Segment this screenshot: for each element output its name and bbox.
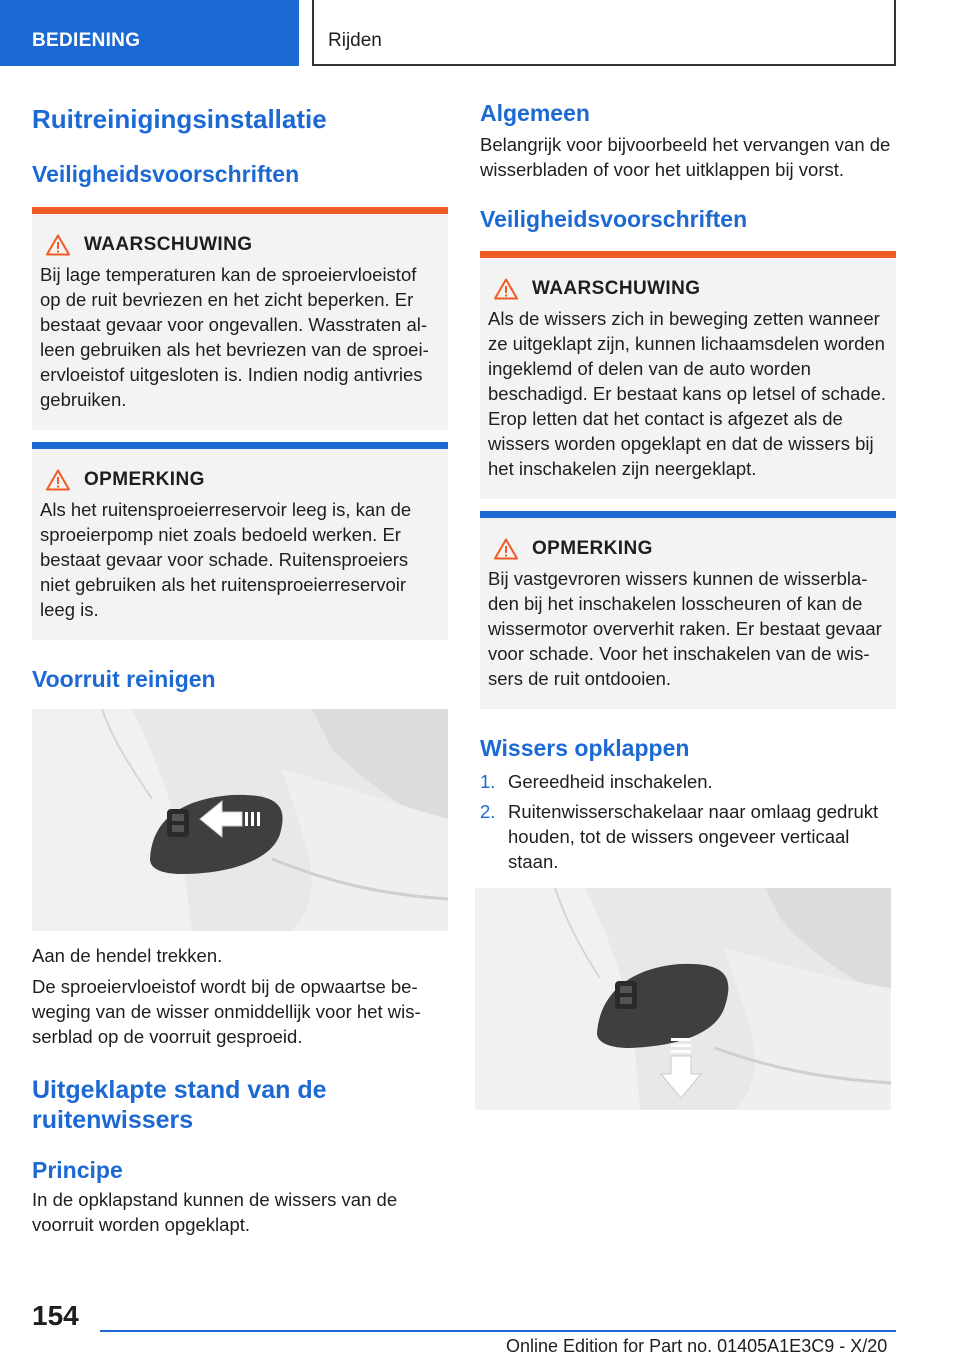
warning-text: Bij lage temperaturen kan de sproeiervloeistof op de ruit bevriezen en het zicht beperken. Er bestaat gevaar voor ongevallen. Wasstraten alleen gebruiken als het bevriezen van de sproeiervloeistof uitgesloten is. Indien nodig antivries gebruiken. — [40, 263, 429, 410]
left-column — [32, 100, 448, 1237]
safety-heading-left: Veiligheidsvoorschriften — [32, 161, 300, 188]
warning-triangle-icon — [494, 278, 518, 300]
clean-heading: Voorruit reinigen — [32, 665, 216, 692]
right-column — [480, 100, 896, 1110]
note-label: OPMERKING — [84, 468, 205, 490]
warning-box-right — [480, 251, 896, 499]
list-item — [480, 769, 896, 794]
wiper-stalk-pull-illustration — [32, 709, 448, 931]
warning-label: WAARSCHUWING — [532, 278, 701, 300]
header-chapter-label: Rijden — [328, 30, 382, 51]
page-title: Ruitreinigingsinstallatie — [32, 104, 327, 134]
note-label: OPMERKING — [532, 538, 653, 560]
list-item — [480, 799, 896, 874]
note-box-left — [32, 442, 448, 640]
page-number: 154 — [32, 1300, 79, 1331]
general-heading: Algemeen — [480, 100, 590, 126]
footer-divider — [100, 1330, 896, 1332]
note-header — [488, 538, 888, 560]
note-header — [40, 469, 440, 491]
principle-text: In de opklapstand kunnen de wissers van de voorruit worden opgeklapt. — [32, 1188, 398, 1235]
warning-triangle-icon — [494, 538, 518, 560]
step-text: Gereedheid inschakelen. — [508, 770, 713, 792]
warning-label: WAARSCHUWING — [84, 233, 253, 255]
warning-header — [40, 234, 440, 256]
warning-header — [488, 278, 888, 300]
warning-text: Als de wissers zich in beweging zetten wanneer ze uitgeklapt zijn, kunnen lichaamsdelen worden ingeklemd of delen van de auto worden beschadigd. Er bestaat kans op letsel of schade. Erop letten dat het contact is afgezet als de wissers worden opgeklapt en dat de wissers bij het inschakelen zijn neergeklapt. — [488, 308, 887, 480]
steps-list — [480, 769, 896, 874]
safety-heading-right: Veiligheidsvoorschriften — [480, 205, 748, 232]
step-number: 2. — [480, 800, 496, 822]
fold-position-heading: Uitgeklapte stand van de ruitenwissers — [32, 1076, 327, 1135]
note-text: Bij vastgevroren wissers kunnen de wisserbladen bij het inschakelen losscheuren of kan de wissermotor oververhit raken. Er bestaat gevaar voor schade. Voor het inschakelen van de wissers de ruit ontdooien. — [488, 568, 882, 690]
note-box-right — [480, 511, 896, 709]
general-text: Belangrijk voor bijvoorbeeld het vervangen van de wisserbladen of voor het uitklappen bij vorst. — [480, 133, 891, 180]
clean-instruction: Aan de hendel trekken. — [32, 945, 223, 967]
footer-edition: Online Edition for Part no. 01405A1E3C9 - X/20 — [506, 1336, 888, 1356]
step-number: 1. — [480, 770, 496, 792]
step-text: Ruitenwisserschakelaar naar omlaag gedrukt houden, tot de wissers ongeveer verticaal staan. — [508, 800, 879, 872]
header-section-label: BEDIENING — [32, 30, 141, 51]
wiper-stalk-push-illustration — [475, 888, 891, 1110]
header-chapter-tab — [312, 0, 896, 66]
note-text: Als het ruitensproeierreservoir leeg is, kan de sproeierpomp niet zoals bedoeld werken. Er bestaat gevaar voor schade. Ruitensproeiers niet gebruiken als het ruitensproeierreservoir leeg is. — [40, 498, 412, 620]
warning-triangle-icon — [46, 234, 70, 256]
fold-wipers-heading: Wissers opklappen — [480, 735, 690, 762]
clean-description: De sproeiervloeistof wordt bij de opwaartse beweging van de wisser onmiddellijk voor het wisserblad op de voorruit gesproeid. — [32, 976, 421, 1048]
principle-heading: Principe — [32, 1157, 123, 1184]
warning-triangle-icon — [46, 469, 70, 491]
header-section-tab — [0, 0, 299, 66]
warning-box-left — [32, 207, 448, 430]
